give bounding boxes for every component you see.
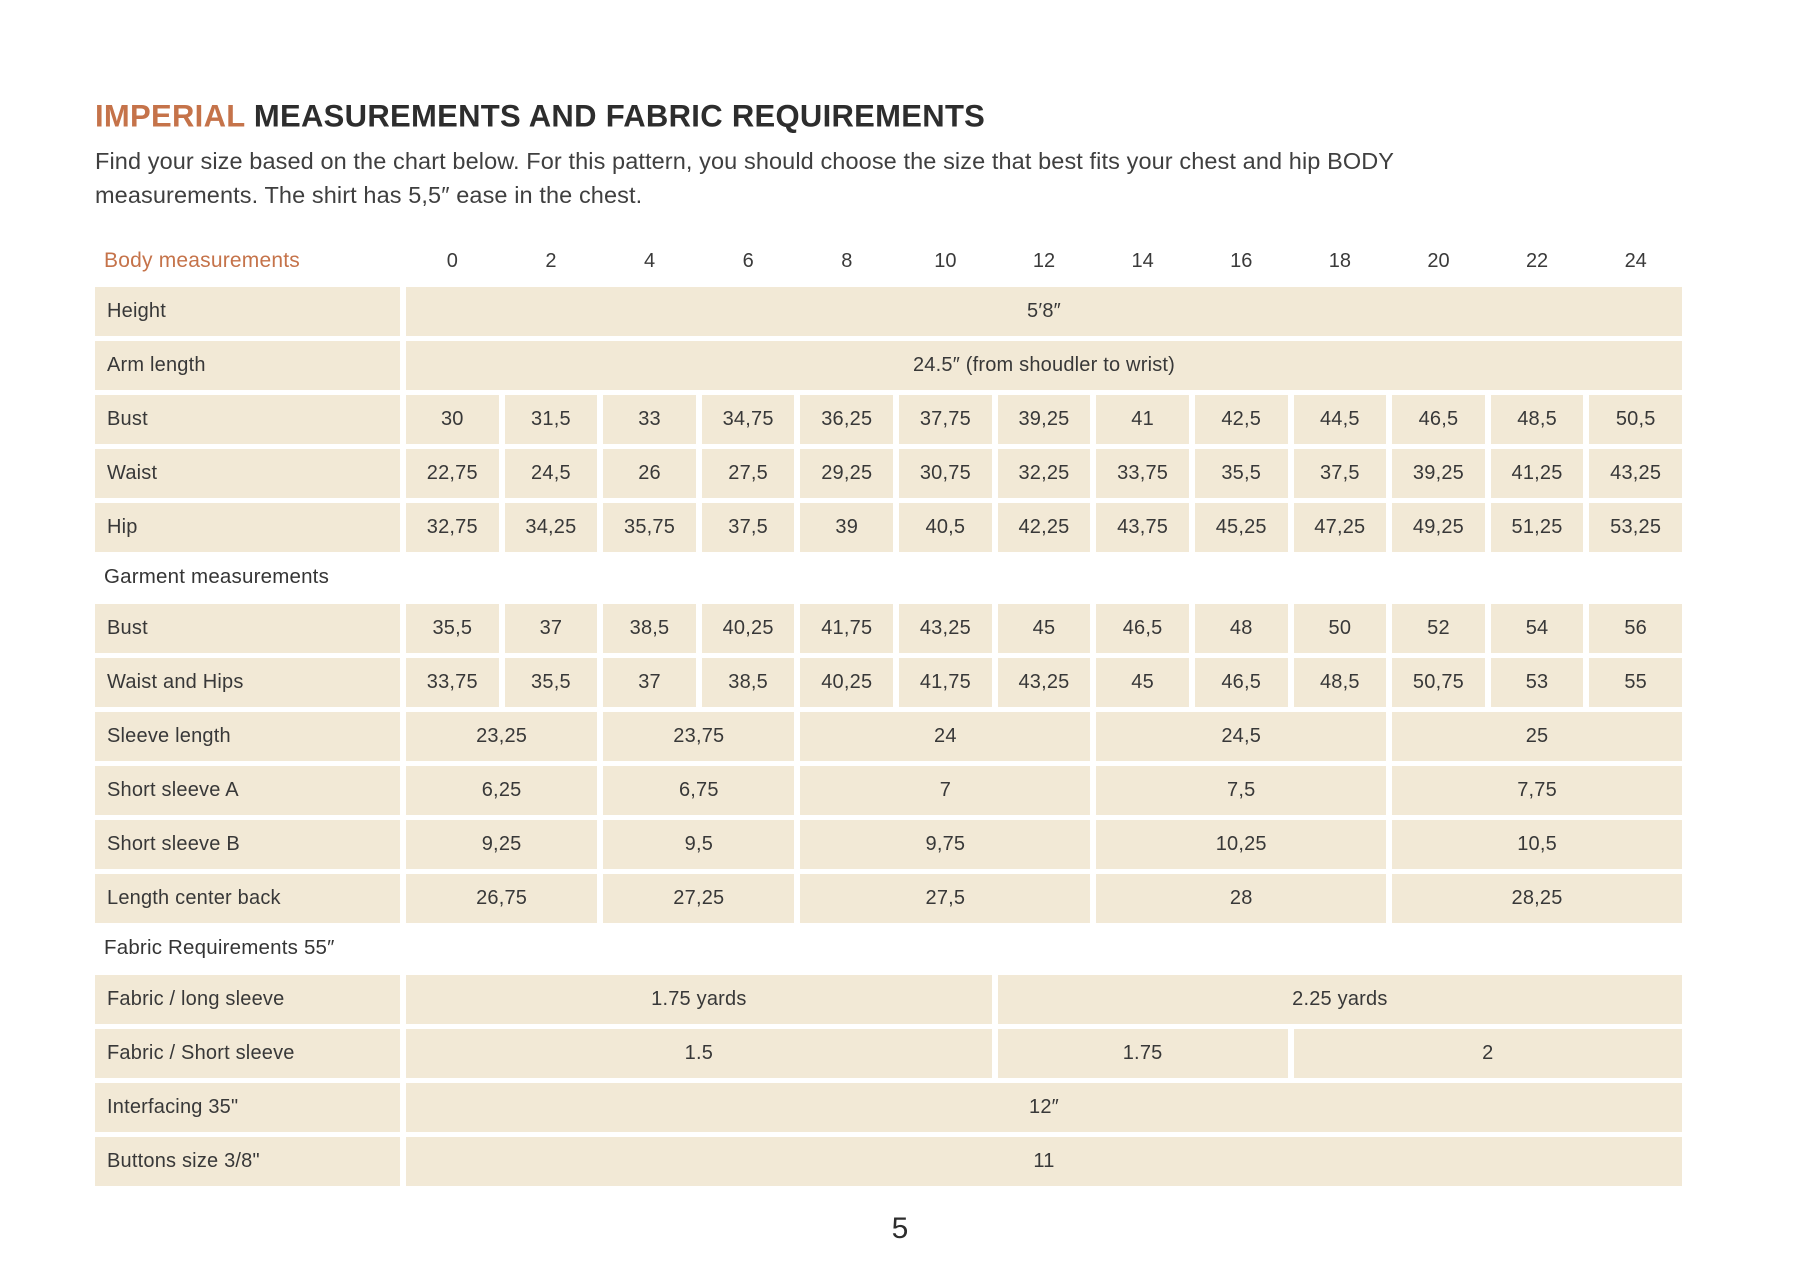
size-column-header-0: 0	[446, 249, 458, 272]
table-row	[95, 449, 1682, 498]
value-cell: 46,5	[1392, 395, 1485, 444]
value-cell: 52	[1392, 604, 1485, 653]
row-label: Bust	[95, 604, 400, 653]
value-cell: 23,75	[603, 712, 794, 761]
intro-line-1: Find your size based on the chart below. For this pattern, you should choose the size that best fits your chest and hip BODY	[95, 148, 1395, 174]
value-cell: 51,25	[1491, 503, 1584, 552]
value-cell: 48,5	[1294, 658, 1387, 707]
row-label: Interfacing 35"	[95, 1083, 400, 1132]
value-cell: 28	[1096, 874, 1386, 923]
value-cell: 26,75	[406, 874, 597, 923]
table-header-row	[95, 246, 1682, 276]
value-cell: 40,5	[899, 503, 992, 552]
value-cell: 53,25	[1589, 503, 1682, 552]
value-cell: 31,5	[505, 395, 598, 444]
value-cell: 6,25	[406, 766, 597, 815]
value-cell: 2	[1294, 1029, 1682, 1078]
value-cell: 2.25 yards	[998, 975, 1682, 1024]
size-column-header-12: 12	[1032, 249, 1056, 272]
value-cell: 37,75	[899, 395, 992, 444]
value-cell: 43,25	[998, 658, 1091, 707]
row-label: Short sleeve B	[95, 820, 400, 869]
value-cell: 50,75	[1392, 658, 1485, 707]
value-cell: 41	[1096, 395, 1189, 444]
value-cell: 30,75	[899, 449, 992, 498]
value-cell: 24	[800, 712, 1090, 761]
page-number: 5	[891, 1212, 909, 1245]
value-cell: 56	[1589, 604, 1682, 653]
value-cell: 12″	[406, 1083, 1682, 1132]
row-label: Height	[95, 287, 400, 336]
value-cell: 45	[1096, 658, 1189, 707]
value-cell: 33,75	[406, 658, 499, 707]
value-cell: 26	[603, 449, 696, 498]
value-cell: 27,25	[603, 874, 794, 923]
value-cell: 54	[1491, 604, 1584, 653]
table-row	[95, 766, 1682, 815]
value-cell: 33	[603, 395, 696, 444]
value-cell: 34,75	[702, 395, 795, 444]
row-label: Hip	[95, 503, 400, 552]
value-cell: 44,5	[1294, 395, 1387, 444]
value-cell: 50,5	[1589, 395, 1682, 444]
value-cell: 41,75	[899, 658, 992, 707]
table-row	[95, 1083, 1682, 1132]
value-cell: 48	[1195, 604, 1288, 653]
value-cell: 40,25	[800, 658, 893, 707]
size-column-header-16: 16	[1230, 249, 1253, 272]
value-cell: 53	[1491, 658, 1584, 707]
value-cell: 5′8″	[406, 287, 1682, 336]
value-cell: 37	[603, 658, 696, 707]
value-cell: 49,25	[1392, 503, 1485, 552]
value-cell: 7	[800, 766, 1090, 815]
size-table	[95, 246, 1682, 1191]
row-label: Arm length	[95, 341, 400, 390]
size-column-header-10: 10	[934, 249, 957, 272]
row-label: Waist	[95, 449, 400, 498]
row-label: Fabric / Short sleeve	[95, 1029, 400, 1078]
table-row	[95, 395, 1682, 444]
table-row	[95, 820, 1682, 869]
size-column-header-8: 8	[841, 249, 853, 272]
value-cell: 30	[406, 395, 499, 444]
size-column-header-2: 2	[545, 249, 557, 272]
table-row	[95, 975, 1682, 1024]
value-cell: 32,25	[998, 449, 1091, 498]
value-cell: 39,25	[998, 395, 1091, 444]
value-cell: 6,75	[603, 766, 794, 815]
value-cell: 46,5	[1195, 658, 1288, 707]
size-column-header-22: 22	[1525, 249, 1549, 272]
size-column-header-24: 24	[1624, 249, 1647, 272]
value-cell: 41,25	[1491, 449, 1584, 498]
value-cell: 47,25	[1294, 503, 1387, 552]
value-cell: 43,25	[899, 604, 992, 653]
table-row	[95, 604, 1682, 653]
size-column-header-14: 14	[1131, 249, 1154, 272]
value-cell: 43,25	[1589, 449, 1682, 498]
value-cell: 42,5	[1195, 395, 1288, 444]
value-cell: 22,75	[406, 449, 499, 498]
section-label: Garment measurements	[104, 565, 330, 588]
value-cell: 35,5	[505, 658, 598, 707]
value-cell: 10,5	[1392, 820, 1682, 869]
page-title	[95, 98, 1705, 135]
value-cell: 9,5	[603, 820, 794, 869]
value-cell: 38,5	[702, 658, 795, 707]
value-cell: 35,5	[406, 604, 499, 653]
title-rest: MEASUREMENTS AND FABRIC REQUIREMENTS	[244, 98, 986, 134]
value-cell: 10,25	[1096, 820, 1386, 869]
value-cell: 34,25	[505, 503, 598, 552]
value-cell: 33,75	[1096, 449, 1189, 498]
value-cell: 41,75	[800, 604, 893, 653]
page-header	[95, 98, 1705, 212]
row-label: Fabric / long sleeve	[95, 975, 400, 1024]
value-cell: 37	[505, 604, 598, 653]
row-label: Waist and Hips	[95, 658, 400, 707]
value-cell: 39,25	[1392, 449, 1485, 498]
value-cell: 45,25	[1195, 503, 1288, 552]
value-cell: 1.75 yards	[406, 975, 992, 1024]
value-cell: 7,5	[1096, 766, 1386, 815]
value-cell: 39	[800, 503, 893, 552]
value-cell: 42,25	[998, 503, 1091, 552]
value-cell: 35,5	[1195, 449, 1288, 498]
value-cell: 7,75	[1392, 766, 1682, 815]
value-cell: 40,25	[702, 604, 795, 653]
table-row	[95, 1137, 1682, 1186]
table-row	[95, 658, 1682, 707]
table-corner-label: Body measurements	[104, 249, 300, 272]
size-column-header-18: 18	[1328, 249, 1351, 272]
value-cell: 1.5	[406, 1029, 992, 1078]
value-cell: 46,5	[1096, 604, 1189, 653]
value-cell: 48,5	[1491, 395, 1584, 444]
value-cell: 23,25	[406, 712, 597, 761]
value-cell: 9,25	[406, 820, 597, 869]
value-cell: 28,25	[1392, 874, 1682, 923]
value-cell: 35,75	[603, 503, 696, 552]
value-cell: 24.5″ (from shoudler to wrist)	[406, 341, 1682, 390]
table-row	[95, 874, 1682, 923]
value-cell: 45	[998, 604, 1091, 653]
section-label: Fabric Requirements 55″	[104, 936, 335, 959]
table-row	[95, 1029, 1682, 1078]
value-cell: 29,25	[800, 449, 893, 498]
table-row	[95, 712, 1682, 761]
row-label: Bust	[95, 395, 400, 444]
intro-line-2: measurements. The shirt has 5,5″ ease in the chest.	[95, 182, 643, 208]
value-cell: 55	[1589, 658, 1682, 707]
row-label: Short sleeve A	[95, 766, 400, 815]
row-label: Buttons size 3/8"	[95, 1137, 400, 1186]
value-cell: 27,5	[702, 449, 795, 498]
size-column-header-4: 4	[643, 249, 656, 272]
title-accent: IMPERIAL	[95, 98, 245, 134]
row-label: Sleeve length	[95, 712, 400, 761]
row-label: Length center back	[95, 874, 400, 923]
value-cell: 24,5	[505, 449, 598, 498]
value-cell: 37,5	[702, 503, 795, 552]
value-cell: 50	[1294, 604, 1387, 653]
value-cell: 43,75	[1096, 503, 1189, 552]
value-cell: 25	[1392, 712, 1682, 761]
size-column-header-6: 6	[742, 249, 754, 272]
value-cell: 38,5	[603, 604, 696, 653]
table-row	[95, 287, 1682, 336]
value-cell: 1.75	[998, 1029, 1288, 1078]
value-cell: 27,5	[800, 874, 1090, 923]
table-row	[95, 503, 1682, 552]
value-cell: 32,75	[406, 503, 499, 552]
table-row	[95, 341, 1682, 390]
value-cell: 24,5	[1096, 712, 1386, 761]
size-column-header-20: 20	[1427, 249, 1450, 272]
value-cell: 36,25	[800, 395, 893, 444]
value-cell: 37,5	[1294, 449, 1387, 498]
value-cell: 11	[406, 1137, 1682, 1186]
value-cell: 9,75	[800, 820, 1090, 869]
